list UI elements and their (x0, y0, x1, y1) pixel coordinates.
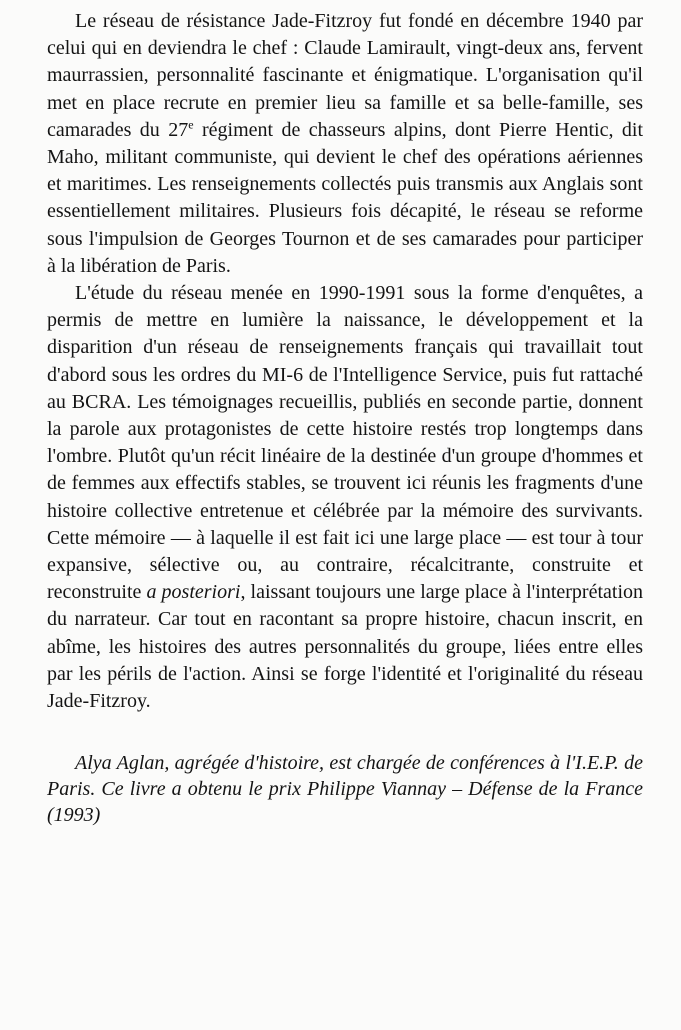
paragraph-founding-text-start: Le réseau de résistance Jade-Fitzroy fut fondé en décembre 1940 par celui qui en deviendra le chef : Claude Lamirault, vingt-deux ans, fervent maurrassien, personnalité fascinante et énigmatique. L'organisation qu'il met en place recrute en premier lieu sa famille et sa belle-famille, ses camarades du 27 (47, 10, 643, 141)
paragraph-study-text-end: , laissant toujours une large place à l'interprétation du narrateur. Car tout en racontant sa propre histoire, chacun inscrit, en abîme, les histoires des autres personnalités du groupe, liées entre elles par les périls de l'action. Ainsi se forge l'identité et l'originalité du réseau Jade-Fitzroy. (47, 581, 643, 713)
italic-phrase: a posteriori (146, 581, 241, 604)
ordinal-superscript: e (188, 117, 194, 132)
author-bio: Alya Aglan, agrégée d'histoire, est chargée de conférences à l'I.E.P. de Paris. Ce livre a obtenu le prix Philippe Viannay – Défense de la France (1993) (47, 752, 643, 827)
paragraph-study-text-start: L'étude du réseau menée en 1990-1991 sous la forme d'enquêtes, a permis de mettre en lumière la naissance, le développement et la disparition d'un réseau de renseignements français qui travaillait tout d'abord sous les ordres du MI-6 de l'Intelligence Service, puis fut rattaché au BCRA. Les témoignages recueillis, publiés en seconde partie, donnent la parole aux protagonistes de cette histoire restés trop longtemps dans l'ombre. Plutôt qu'un récit linéaire de la destinée d'un groupe d'hommes et de femmes aux effectifs stables, se trouvent ici réunis les fragments d'une histoire collective entretenue et célébrée par la mémoire des survivants. Cette mémoire — à laquelle il est fait ici une large place — est tour à tour expansive, sélective ou, au contraire, récalcitrante, construite et reconstruite (47, 282, 643, 604)
paragraph-founding-text-end: régiment de chasseurs alpins, dont Pierre Hentic, dit Maho, militant communiste, qui devient le chef des opérations aériennes et maritimes. Les renseignements collectés puis transmis aux Anglais sont essentiellement militaires. Plusieurs fois décapité, le réseau se reforme sous l'impulsion de Georges Tournon et de ses camarades pour participer à la libération de Paris. (47, 118, 644, 277)
document-page (47, 8, 643, 828)
paragraph-founding (47, 8, 643, 280)
paragraph-study (47, 280, 643, 715)
